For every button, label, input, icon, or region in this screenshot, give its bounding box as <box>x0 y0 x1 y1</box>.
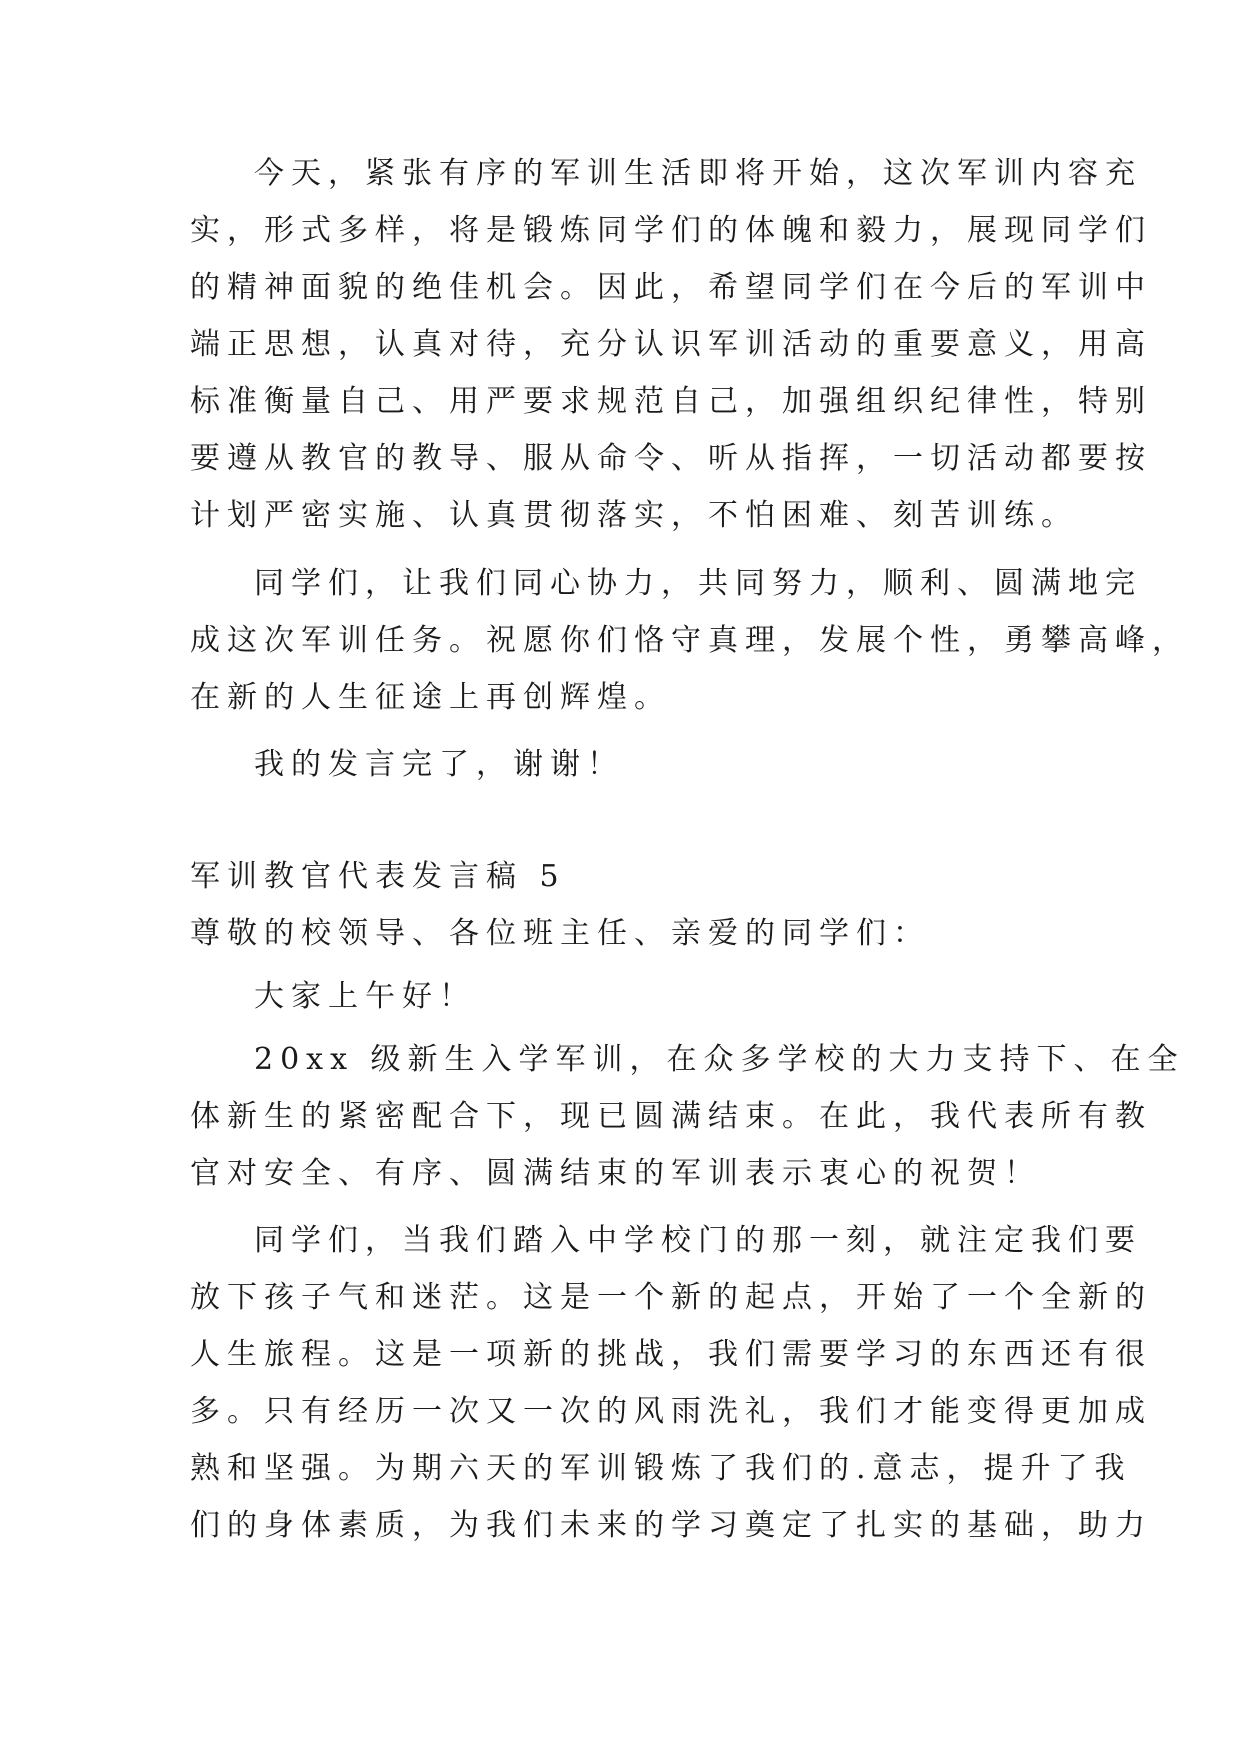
paragraph-1-line-4: 端正思想，认真对待，充分认识军训活动的重要意义，用高 <box>190 327 1152 362</box>
paragraph-1-line-5: 标准衡量自己、用严要求规范自己，加强组织纪律性，特别 <box>190 384 1152 419</box>
paragraph-1-line-2: 实，形式多样，将是锻炼同学们的体魄和毅力，展现同学们 <box>190 213 1152 248</box>
paragraph-3-line-3: 官对安全、有序、圆满结束的军训表示衷心的祝贺！ <box>190 1156 1041 1191</box>
paragraph-1-line-1: 今天，紧张有序的军训生活即将开始，这次军训内容充 <box>254 156 1142 191</box>
paragraph-2-line-1: 同学们，让我们同心协力，共同努力，顺利、圆满地完 <box>254 566 1142 601</box>
greeting: 大家上午好！ <box>254 979 476 1014</box>
paragraph-4-line-2: 放下孩子气和迷茫。这是一个新的起点，开始了一个全新的 <box>190 1280 1152 1315</box>
paragraph-4-line-3: 人生旅程。这是一项新的挑战，我们需要学习的东西还有很 <box>190 1337 1152 1372</box>
paragraph-1-line-6: 要遵从教官的教导、服从命令、听从指挥，一切活动都要按 <box>190 441 1152 476</box>
section-title: 军训教官代表发言稿 5 <box>190 859 566 894</box>
paragraph-4-line-4: 多。只有经历一次又一次的风雨洗礼，我们才能变得更加成 <box>190 1394 1152 1429</box>
closing-line: 我的发言完了，谢谢！ <box>254 747 624 782</box>
paragraph-2-line-2: 成这次军训任务。祝愿你们恪守真理，发展个性，勇攀高峰， <box>190 623 1189 658</box>
paragraph-2-line-3: 在新的人生征途上再创辉煌。 <box>190 680 671 715</box>
paragraph-4-line-6: 们的身体素质，为我们未来的学习奠定了扎实的基础，助力 <box>190 1508 1152 1543</box>
paragraph-3-line-1: 20xx 级新生入学军训，在众多学校的大力支持下、在全 <box>254 1042 1185 1077</box>
salutation: 尊敬的校领导、各位班主任、亲爱的同学们： <box>190 916 930 951</box>
paragraph-4-line-1: 同学们，当我们踏入中学校门的那一刻，就注定我们要 <box>254 1223 1142 1258</box>
paragraph-1-line-3: 的精神面貌的绝佳机会。因此，希望同学们在今后的军训中 <box>190 270 1152 305</box>
paragraph-4-line-5: 熟和坚强。为期六天的军训锻炼了我们的.意志，提升了我 <box>190 1451 1132 1486</box>
paragraph-1-line-7: 计划严密实施、认真贯彻落实，不怕困难、刻苦训练。 <box>190 498 1078 533</box>
paragraph-3-line-2: 体新生的紧密配合下，现已圆满结束。在此，我代表所有教 <box>190 1099 1152 1134</box>
